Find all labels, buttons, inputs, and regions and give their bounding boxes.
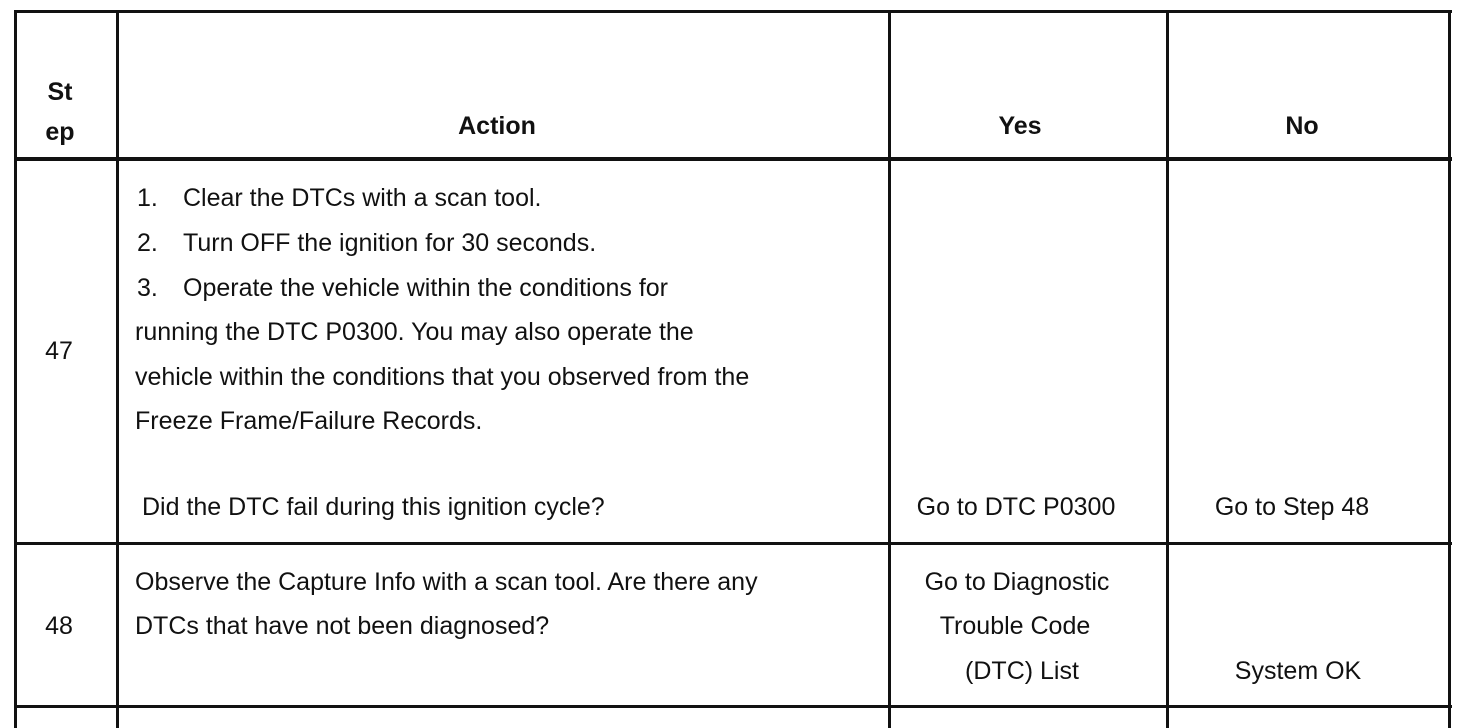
row-48-action-line-1: Observe the Capture Info with a scan tool. Are there any [135, 568, 758, 596]
row-47-yes: Go to DTC P0300 [916, 493, 1116, 521]
list-number: 2. [137, 229, 158, 257]
header-action: Action [458, 112, 536, 140]
row-47-question: Did the DTC fail during this ignition cycle? [142, 493, 605, 521]
header-no: No [1285, 112, 1319, 140]
row-48-yes-line-3: (DTC) List [965, 657, 1079, 685]
step-action-divider [116, 10, 119, 728]
row-48-bottom-border [14, 705, 1452, 708]
row-47-action-continuation-3: Freeze Frame/Failure Records. [135, 407, 483, 435]
header-step-line1: St [47, 78, 73, 106]
row-47-step: 47 [45, 337, 73, 365]
row-48-yes-line-1: Go to Diagnostic [924, 568, 1110, 596]
row-47-action-item-2 [137, 228, 596, 258]
list-text: Turn OFF the ignition for 30 seconds. [183, 229, 597, 257]
header-step-line2: ep [45, 118, 75, 146]
row-47-no: Go to Step 48 [1214, 493, 1370, 521]
list-number: 1. [137, 184, 158, 212]
header-step [45, 72, 74, 152]
list-text: Clear the DTCs with a scan tool. [183, 184, 542, 212]
table-right-border [1448, 10, 1451, 728]
row-48-action-line-2: DTCs that have not been diagnosed? [135, 612, 550, 640]
list-text: Operate the vehicle within the conditions for [183, 274, 668, 302]
row-48-yes-line-2: Trouble Code [939, 612, 1091, 640]
row-47-action-item-1 [137, 183, 541, 213]
row-47-action-continuation-2: vehicle within the conditions that you observed from the [135, 363, 750, 391]
header-yes: Yes [998, 112, 1042, 140]
row-47-action-continuation-1: running the DTC P0300. You may also operate the [135, 318, 694, 346]
row-48-step: 48 [45, 612, 73, 640]
yes-no-divider [1166, 10, 1169, 728]
row-47-bottom-border [14, 542, 1452, 545]
list-number: 3. [137, 274, 158, 302]
table-left-border [14, 10, 17, 728]
row-47-action-item-3 [137, 273, 668, 303]
action-yes-divider [888, 10, 891, 728]
header-bottom-border [14, 157, 1452, 161]
row-48-no: System OK [1234, 657, 1362, 685]
table-top-border [14, 10, 1452, 13]
